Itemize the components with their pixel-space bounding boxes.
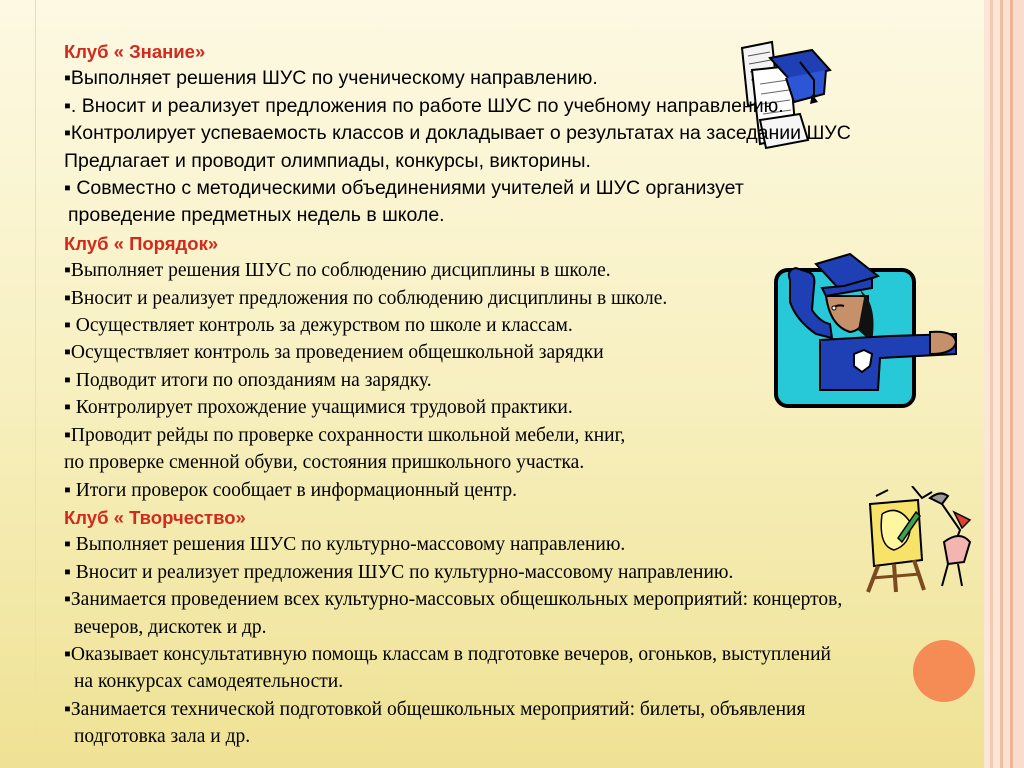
order-item: ▪ Контролирует прохождение учащимися трудовой практики. [64,397,573,419]
order-item: ▪ Подводит итоги по опозданиям на зарядку. [64,369,432,391]
creativity-item: вечеров, дискотек и др. [74,616,267,638]
knowledge-item: ▪Выполняет решения ШУС по ученическому направлению. [64,67,598,90]
creativity-item: ▪Занимается технической подготовкой общешкольных мероприятий: билеты, объявления [64,698,806,720]
knowledge-item: ▪Контролирует успеваемость классов и докладывает о результатах на заседании ШУС [64,122,851,145]
knowledge-item: ▪. Вносит и реализует предложения по работе ШУС по учебному направлению. [64,94,784,117]
creativity-item: ▪Занимается проведением всех культурно-массовых общешкольных мероприятий: концертов, [64,589,843,611]
section-title-order: Клуб « Порядок» [64,232,219,254]
order-item: ▪Осуществляет контроль за проведением общешкольной зарядки [64,342,604,364]
creativity-item: ▪ Выполняет решения ШУС по культурно-массовому направлению. [64,534,626,556]
knowledge-item: ▪ Совместно с методическими объединениями учителей и ШУС организует [64,177,744,200]
order-item: по проверке сменной обуви, состояния пришкольного участка. [64,452,585,474]
decorative-side-stripes [984,0,1024,768]
section-title-knowledge: Клуб « Знание» [64,41,206,62]
order-item: ▪Проводит рейды по проверке сохранности школьной мебели, книг, [64,424,626,446]
creativity-item: подготовка зала и др. [74,726,251,748]
decorative-left-line [35,0,36,768]
section-title-creativity: Клуб « Творчество» [64,506,246,528]
order-item: ▪ Итоги проверок сообщает в информационный центр. [64,479,517,501]
order-item: ▪Выполняет решения ШУС по соблюдению дисциплины в школе. [64,260,611,282]
creativity-item: ▪Оказывает консультативную помощь классам в подготовке вечеров, огоньков, выступлений [64,643,831,665]
creativity-item: ▪ Вносит и реализует предложения ШУС по культурно-массовому направлению. [64,561,734,583]
knowledge-item: проведение предметных недель в школе. [68,204,445,227]
slide-content [64,38,984,751]
creativity-item: на конкурсах самодеятельности. [74,671,344,693]
knowledge-item: Предлагает и проводит олимпиады, конкурсы, викторины. [64,149,591,172]
order-item: ▪Вносит и реализует предложения по соблюдению дисциплины в школе. [64,287,668,309]
order-item: ▪ Осуществляет контроль за дежурством по школе и классам. [64,315,573,337]
